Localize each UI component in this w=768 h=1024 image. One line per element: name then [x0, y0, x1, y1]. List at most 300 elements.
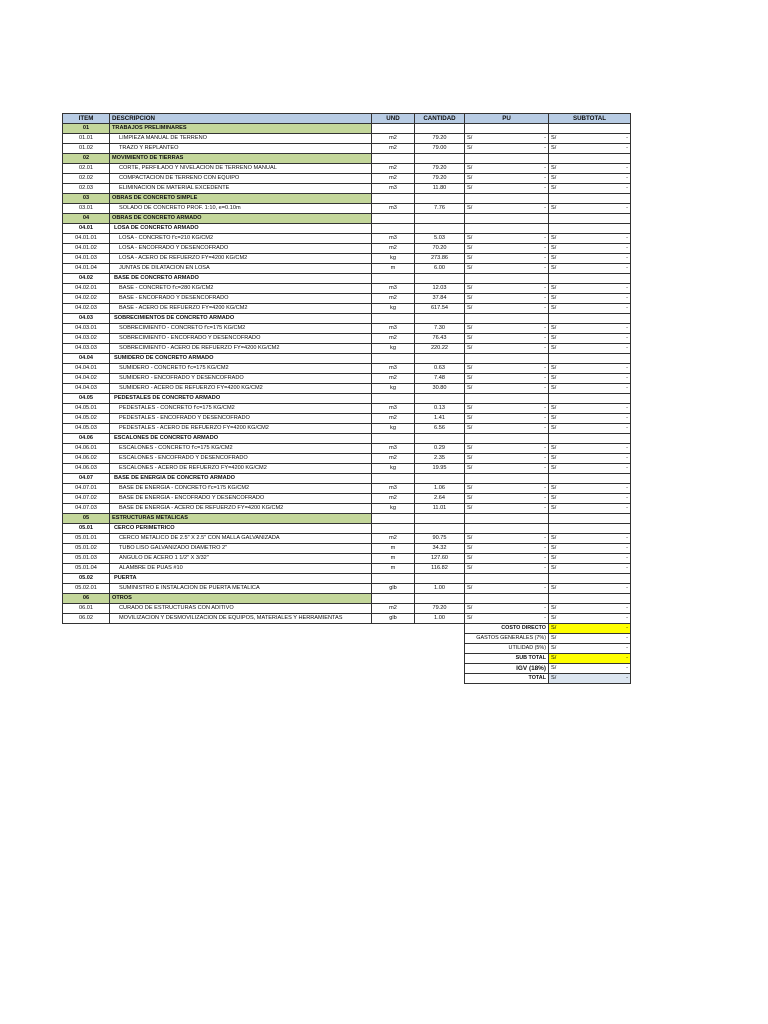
item-unit[interactable] [372, 214, 415, 224]
item-quantity[interactable]: 220.22 [415, 344, 465, 354]
item-quantity[interactable]: 1.06 [415, 484, 465, 494]
item-quantity[interactable]: 7.76 [415, 204, 465, 214]
subtotal-cell[interactable] [549, 514, 631, 524]
item-code[interactable]: 04.05.02 [63, 414, 110, 424]
item-code[interactable]: 04.05.01 [63, 404, 110, 414]
amount: - [626, 415, 628, 421]
unit-price-cell[interactable] [465, 514, 549, 524]
item-quantity[interactable] [415, 314, 465, 324]
item-code[interactable]: 04.06 [63, 434, 110, 444]
item-code[interactable]: 04.02.01 [63, 284, 110, 294]
subtotal-cell-value [549, 304, 630, 313]
item-code[interactable]: 04.06.03 [63, 464, 110, 474]
currency-symbol: S/ [551, 295, 557, 301]
item-code[interactable]: 02.03 [63, 184, 110, 194]
item-unit[interactable] [372, 154, 415, 164]
item-code[interactable]: 04.03.01 [63, 324, 110, 334]
item-description[interactable]: CERCO PERIMETRICO [110, 524, 372, 534]
item-description[interactable]: SOBRECIMIENTOS DE CONCRETO ARMADO [110, 314, 372, 324]
item-code[interactable]: 04.04.02 [63, 374, 110, 384]
item-quantity[interactable]: 617.54 [415, 304, 465, 314]
item-unit[interactable]: m2 [372, 494, 415, 504]
item-quantity[interactable] [415, 394, 465, 404]
item-quantity[interactable]: 79.20 [415, 174, 465, 184]
item-code[interactable]: 05.02.01 [63, 584, 110, 594]
budget-table [62, 113, 631, 684]
item-description[interactable]: PEDESTALES DE CONCRETO ARMADO [110, 394, 372, 404]
item-description[interactable]: BASE - ACERO DE REFUERZO FY=4200 KG/CM2 [110, 304, 372, 314]
item-unit[interactable]: m3 [372, 284, 415, 294]
item-unit[interactable]: kg [372, 424, 415, 434]
header-item: ITEM [63, 114, 110, 124]
item-description[interactable]: PEDESTALES - ACERO DE REFUERZO FY=4200 KG/CM2 [110, 424, 372, 434]
subtotal-cell-value [549, 494, 630, 503]
item-unit[interactable] [372, 574, 415, 584]
item-quantity[interactable]: 0.13 [415, 404, 465, 414]
unit-price-cell[interactable] [465, 594, 549, 604]
summary-label: TOTAL [465, 674, 549, 684]
subtotal-cell-value [549, 164, 630, 173]
item-unit[interactable]: glb [372, 614, 415, 624]
item-quantity[interactable]: 30.80 [415, 384, 465, 394]
item-description[interactable]: LOSA - CONCRETO f'c=210 KG/CM2 [110, 234, 372, 244]
item-quantity[interactable]: 12.03 [415, 284, 465, 294]
item-code[interactable]: 04.03.02 [63, 334, 110, 344]
subtotal-cell[interactable] [549, 394, 631, 404]
summary-row [63, 674, 631, 684]
item-unit[interactable]: m2 [372, 454, 415, 464]
summary-value[interactable] [549, 624, 631, 634]
item-quantity[interactable] [415, 434, 465, 444]
item-unit[interactable] [372, 474, 415, 484]
table-row [63, 304, 631, 314]
unit-price-cell-value [465, 404, 548, 413]
item-code[interactable]: 04.01.02 [63, 244, 110, 254]
item-description[interactable]: JUNTAS DE DILATACION EN LOSA [110, 264, 372, 274]
item-quantity[interactable] [415, 224, 465, 234]
unit-price-cell[interactable] [465, 354, 549, 364]
item-quantity[interactable] [415, 574, 465, 584]
item-quantity[interactable]: 1.41 [415, 414, 465, 424]
amount: - [626, 245, 628, 251]
item-unit[interactable]: m2 [372, 534, 415, 544]
item-quantity[interactable]: 1.00 [415, 614, 465, 624]
item-description[interactable]: COMPACTACION DE TERRENO CON EQUIPO [110, 174, 372, 184]
subtotal-cell [549, 254, 631, 264]
unit-price-cell [465, 184, 549, 194]
table-row [63, 484, 631, 494]
item-description[interactable]: LOSA - ACERO DE REFUERZO FY=4200 KG/CM2 [110, 254, 372, 264]
item-quantity[interactable]: 76.43 [415, 334, 465, 344]
subtotal-cell[interactable] [549, 574, 631, 584]
item-quantity[interactable]: 70.20 [415, 244, 465, 254]
item-description[interactable]: TUBO LISO GALVANIZADO DIAMETRO 2" [110, 544, 372, 554]
item-unit[interactable]: m3 [372, 484, 415, 494]
item-unit[interactable]: m3 [372, 324, 415, 334]
item-description[interactable]: BASE DE ENERGIA - ACERO DE REFUERZO FY=4200 KG/CM2 [110, 504, 372, 514]
unit-price-cell[interactable] [465, 274, 549, 284]
item-description[interactable]: LIMPIEZA MANUAL DE TERRENO [110, 134, 372, 144]
subtotal-cell[interactable] [549, 124, 631, 134]
item-code[interactable]: 04.02 [63, 274, 110, 284]
subtotal-cell-value [549, 134, 630, 143]
item-code[interactable]: 01.02 [63, 144, 110, 154]
item-code[interactable]: 06.01 [63, 604, 110, 614]
currency-symbol: S/ [551, 565, 557, 571]
item-unit[interactable] [372, 314, 415, 324]
item-description[interactable]: LOSA - ENCOFRADO Y DESENCOFRADO [110, 244, 372, 254]
item-unit[interactable]: kg [372, 504, 415, 514]
item-unit[interactable]: m2 [372, 174, 415, 184]
item-code[interactable]: 04.01 [63, 224, 110, 234]
item-description[interactable]: SUMINISTRO E INSTALACION DE PUERTA METALICA [110, 584, 372, 594]
table-row [63, 584, 631, 594]
item-unit[interactable] [372, 434, 415, 444]
item-quantity[interactable]: 6.56 [415, 424, 465, 434]
item-code[interactable]: 04.05 [63, 394, 110, 404]
item-description[interactable]: LOSA DE CONCRETO ARMADO [110, 224, 372, 234]
item-code[interactable]: 06 [63, 594, 110, 604]
currency-symbol: S/ [551, 145, 557, 151]
summary-value[interactable] [549, 644, 631, 654]
item-description[interactable]: ESCALONES DE CONCRETO ARMADO [110, 434, 372, 444]
item-code[interactable]: 04.01.01 [63, 234, 110, 244]
item-unit[interactable] [372, 224, 415, 234]
unit-price-cell-value [465, 134, 548, 143]
item-code[interactable]: 01.01 [63, 134, 110, 144]
item-code[interactable]: 04 [63, 214, 110, 224]
unit-price-cell[interactable] [465, 224, 549, 234]
summary-value-value [549, 664, 630, 673]
subtotal-cell[interactable] [549, 594, 631, 604]
item-quantity[interactable] [415, 154, 465, 164]
item-code[interactable]: 04.06.01 [63, 444, 110, 454]
unit-price-cell-value [465, 554, 548, 563]
unit-price-cell[interactable] [465, 124, 549, 134]
item-quantity[interactable]: 0.63 [415, 364, 465, 374]
item-unit[interactable]: m2 [372, 334, 415, 344]
item-description[interactable]: OBRAS DE CONCRETO SIMPLE [110, 194, 372, 204]
item-code[interactable]: 04.07.03 [63, 504, 110, 514]
item-description[interactable]: CORTE, PERFILADO Y NIVELACION DE TERRENO MANUAL [110, 164, 372, 174]
header-und: UND [372, 114, 415, 124]
item-quantity[interactable]: 11.01 [415, 504, 465, 514]
item-quantity[interactable] [415, 594, 465, 604]
item-quantity[interactable]: 127.60 [415, 554, 465, 564]
item-quantity[interactable] [415, 274, 465, 284]
item-code[interactable]: 05.01 [63, 524, 110, 534]
item-description[interactable]: SUMIDERO DE CONCRETO ARMADO [110, 354, 372, 364]
item-description[interactable]: TRAZO Y REPLANTEO [110, 144, 372, 154]
table-row [63, 344, 631, 354]
unit-price-cell[interactable] [465, 154, 549, 164]
blank-cell [63, 644, 110, 654]
item-code[interactable]: 04.02.03 [63, 304, 110, 314]
item-quantity[interactable]: 5.03 [415, 234, 465, 244]
item-quantity[interactable] [415, 194, 465, 204]
item-code[interactable]: 01 [63, 124, 110, 134]
item-unit[interactable]: m2 [372, 374, 415, 384]
amount: - [626, 455, 628, 461]
unit-price-cell [465, 414, 549, 424]
item-description[interactable]: BASE DE ENERGIA - CONCRETO f'c=175 KG/CM2 [110, 484, 372, 494]
item-code[interactable]: 02.02 [63, 174, 110, 184]
item-quantity[interactable] [415, 354, 465, 364]
table-row [63, 134, 631, 144]
currency-symbol: S/ [551, 335, 557, 341]
table-row [63, 444, 631, 454]
item-description[interactable]: MOVILIZACION Y DESMOVILIZACION DE EQUIPOS, MATERIALES Y HERRAMIENTAS [110, 614, 372, 624]
item-description[interactable]: SOLADO DE CONCRETO PROF. 1:10, e=0.10m [110, 204, 372, 214]
item-code[interactable]: 04.03 [63, 314, 110, 324]
item-code[interactable]: 03 [63, 194, 110, 204]
item-description[interactable]: PEDESTALES - ENCOFRADO Y DESENCOFRADO [110, 414, 372, 424]
item-description[interactable]: OBRAS DE CONCRETO ARMADO [110, 214, 372, 224]
item-description[interactable]: TRABAJOS PRELIMINARES [110, 124, 372, 134]
item-unit[interactable]: m2 [372, 414, 415, 424]
subtotal-cell[interactable] [549, 154, 631, 164]
section-row [63, 214, 631, 224]
subtotal-cell [549, 404, 631, 414]
item-quantity[interactable]: 79.00 [415, 144, 465, 154]
item-description[interactable]: SUMIDERO - ACERO DE REFUERZO FY=4200 KG/CM2 [110, 384, 372, 394]
item-code[interactable]: 04.02.02 [63, 294, 110, 304]
summary-value[interactable] [549, 664, 631, 674]
item-quantity[interactable]: 37.84 [415, 294, 465, 304]
item-code[interactable]: 02.01 [63, 164, 110, 174]
item-quantity[interactable]: 273.86 [415, 254, 465, 264]
currency-symbol: S/ [551, 425, 557, 431]
currency-symbol: S/ [551, 415, 557, 421]
item-quantity[interactable]: 19.95 [415, 464, 465, 474]
item-unit[interactable]: m2 [372, 144, 415, 154]
item-quantity[interactable] [415, 474, 465, 484]
item-quantity[interactable]: 7.30 [415, 324, 465, 334]
item-description[interactable]: PUERTA [110, 574, 372, 584]
subtotal-cell [549, 504, 631, 514]
subtotal-cell[interactable] [549, 434, 631, 444]
amount: - [544, 365, 546, 371]
item-code[interactable]: 06.02 [63, 614, 110, 624]
item-description[interactable]: CERCO METALICO DE 2.5" X 2.5" CON MALLA GALVANIZADA [110, 534, 372, 544]
item-description[interactable]: ESCALONES - CONCRETO f'c=175 KG/CM2 [110, 444, 372, 454]
item-unit[interactable]: m3 [372, 234, 415, 244]
item-unit[interactable]: kg [372, 304, 415, 314]
item-unit[interactable]: m [372, 264, 415, 274]
item-unit[interactable] [372, 354, 415, 364]
item-description[interactable]: ESTRUCTURAS METALICAS [110, 514, 372, 524]
amount: - [544, 145, 546, 151]
subtotal-cell[interactable] [549, 474, 631, 484]
subtotal-cell[interactable] [549, 524, 631, 534]
item-code[interactable]: 04.01.03 [63, 254, 110, 264]
unit-price-cell [465, 534, 549, 544]
unit-price-cell[interactable] [465, 574, 549, 584]
item-quantity[interactable]: 2.64 [415, 494, 465, 504]
item-unit[interactable]: kg [372, 254, 415, 264]
amount: - [544, 385, 546, 391]
unit-price-cell [465, 604, 549, 614]
summary-value[interactable] [549, 674, 631, 684]
item-unit[interactable]: m2 [372, 294, 415, 304]
item-description[interactable]: ANGULO DE ACERO 1 1/2" X 3/32" [110, 554, 372, 564]
item-description[interactable]: ALAMBRE DE PUAS #10 [110, 564, 372, 574]
item-description[interactable]: SOBRECIMIENTO - CONCRETO f'c=175 KG/CM2 [110, 324, 372, 334]
item-quantity[interactable]: 11.80 [415, 184, 465, 194]
item-quantity[interactable]: 0.29 [415, 444, 465, 454]
item-unit[interactable]: glb [372, 584, 415, 594]
subtotal-cell[interactable] [549, 274, 631, 284]
summary-label: SUB TOTAL [465, 654, 549, 664]
item-unit[interactable]: kg [372, 464, 415, 474]
item-description[interactable]: PEDESTALES - CONCRETO f'c=175 KG/CM2 [110, 404, 372, 414]
item-code[interactable]: 04.06.02 [63, 454, 110, 464]
item-unit[interactable] [372, 274, 415, 284]
item-unit[interactable] [372, 514, 415, 524]
unit-price-cell[interactable] [465, 434, 549, 444]
subtotal-cell[interactable] [549, 224, 631, 234]
summary-value[interactable] [549, 654, 631, 664]
currency-symbol: S/ [551, 175, 557, 181]
item-code[interactable]: 04.04.01 [63, 364, 110, 374]
item-code[interactable]: 04.07.01 [63, 484, 110, 494]
amount: - [544, 175, 546, 181]
item-quantity[interactable] [415, 524, 465, 534]
item-quantity[interactable] [415, 514, 465, 524]
blank-cell [110, 624, 372, 634]
item-unit[interactable]: m2 [372, 244, 415, 254]
item-unit[interactable] [372, 124, 415, 134]
item-quantity[interactable]: 79.20 [415, 164, 465, 174]
item-unit[interactable] [372, 524, 415, 534]
item-description[interactable]: OTROS [110, 594, 372, 604]
item-unit[interactable]: m [372, 544, 415, 554]
item-code[interactable]: 05 [63, 514, 110, 524]
item-description[interactable]: BASE - ENCOFRADO Y DESENCOFRADO [110, 294, 372, 304]
item-unit[interactable]: m3 [372, 404, 415, 414]
item-quantity[interactable]: 1.00 [415, 584, 465, 594]
item-code[interactable]: 04.07.02 [63, 494, 110, 504]
summary-row [63, 624, 631, 634]
currency-symbol: S/ [551, 545, 557, 551]
item-description[interactable]: SUMIDERO - CONCRETO f'c=175 KG/CM2 [110, 364, 372, 374]
item-code[interactable]: 04.04.03 [63, 384, 110, 394]
currency-symbol: S/ [467, 145, 473, 151]
item-unit[interactable]: kg [372, 344, 415, 354]
item-unit[interactable]: m3 [372, 184, 415, 194]
item-quantity[interactable]: 116.82 [415, 564, 465, 574]
currency-symbol: S/ [467, 615, 473, 621]
item-quantity[interactable] [415, 124, 465, 134]
item-quantity[interactable]: 7.48 [415, 374, 465, 384]
currency-symbol: S/ [467, 185, 473, 191]
subtotal-cell[interactable] [549, 194, 631, 204]
item-description[interactable]: ESCALONES - ACERO DE REFUERZO FY=4200 KG/CM2 [110, 464, 372, 474]
unit-price-cell-value [465, 364, 548, 373]
unit-price-cell[interactable] [465, 524, 549, 534]
subtotal-cell[interactable] [549, 214, 631, 224]
item-description[interactable]: BASE DE CONCRETO ARMADO [110, 274, 372, 284]
subtotal-cell[interactable] [549, 314, 631, 324]
subtotal-cell [549, 204, 631, 214]
item-quantity[interactable]: 34.32 [415, 544, 465, 554]
item-unit[interactable]: m2 [372, 164, 415, 174]
item-description[interactable]: SUMIDERO - ENCOFRADO Y DESENCOFRADO [110, 374, 372, 384]
item-description[interactable]: ESCALONES - ENCOFRADO Y DESENCOFRADO [110, 454, 372, 464]
item-code[interactable]: 03.01 [63, 204, 110, 214]
item-description[interactable]: SOBRECIMIENTO - ACERO DE REFUERZO FY=4200 KG/CM2 [110, 344, 372, 354]
item-quantity[interactable]: 90.75 [415, 534, 465, 544]
item-unit[interactable]: m [372, 564, 415, 574]
unit-price-cell[interactable] [465, 214, 549, 224]
item-code[interactable]: 05.01.04 [63, 564, 110, 574]
item-code[interactable]: 04.03.03 [63, 344, 110, 354]
item-unit[interactable]: m2 [372, 604, 415, 614]
item-unit[interactable]: m3 [372, 204, 415, 214]
unit-price-cell[interactable] [465, 314, 549, 324]
item-description[interactable]: MOVIMIENTO DE TIERRAS [110, 154, 372, 164]
table-row [63, 564, 631, 574]
amount: - [544, 485, 546, 491]
unit-price-cell [465, 404, 549, 414]
item-code[interactable]: 04.07 [63, 474, 110, 484]
item-quantity[interactable]: 79.20 [415, 604, 465, 614]
item-description[interactable]: BASE DE ENERGIA - ENCOFRADO Y DESENCOFRADO [110, 494, 372, 504]
unit-price-cell[interactable] [465, 474, 549, 484]
item-quantity[interactable]: 79.20 [415, 134, 465, 144]
currency-symbol: S/ [467, 385, 473, 391]
item-code[interactable]: 05.02 [63, 574, 110, 584]
amount: - [544, 535, 546, 541]
item-unit[interactable]: m [372, 554, 415, 564]
item-code[interactable]: 05.01.03 [63, 554, 110, 564]
item-description[interactable]: BASE - CONCRETO f'c=280 KG/CM2 [110, 284, 372, 294]
subtotal-cell-value [549, 204, 630, 213]
item-unit[interactable] [372, 194, 415, 204]
item-unit[interactable]: kg [372, 384, 415, 394]
item-code[interactable]: 04.05.03 [63, 424, 110, 434]
item-quantity[interactable]: 2.35 [415, 454, 465, 464]
unit-price-cell-value [465, 324, 548, 333]
item-description[interactable]: ELIMINACION DE MATERIAL EXCEDENTE [110, 184, 372, 194]
unit-price-cell[interactable] [465, 194, 549, 204]
item-code[interactable]: 02 [63, 154, 110, 164]
item-code[interactable]: 04.01.04 [63, 264, 110, 274]
item-unit[interactable]: m2 [372, 134, 415, 144]
summary-value[interactable] [549, 634, 631, 644]
item-quantity[interactable]: 6.00 [415, 264, 465, 274]
item-unit[interactable]: m3 [372, 364, 415, 374]
item-unit[interactable] [372, 394, 415, 404]
subtotal-cell [549, 334, 631, 344]
subtotal-cell[interactable] [549, 354, 631, 364]
item-description[interactable]: BASE DE ENERGIA DE CONCRETO ARMADO [110, 474, 372, 484]
item-code[interactable]: 04.04 [63, 354, 110, 364]
item-quantity[interactable] [415, 214, 465, 224]
item-unit[interactable]: m3 [372, 444, 415, 454]
unit-price-cell[interactable] [465, 394, 549, 404]
subtotal-cell [549, 604, 631, 614]
table-row [63, 364, 631, 374]
subsection-row [63, 574, 631, 584]
item-description[interactable]: CURADO DE ESTRUCTURAS CON ADITIVO [110, 604, 372, 614]
item-description[interactable]: SOBRECIMIENTO - ENCOFRADO Y DESENCOFRADO [110, 334, 372, 344]
unit-price-cell-value [465, 494, 548, 503]
unit-price-cell-value [465, 294, 548, 303]
item-code[interactable]: 05.01.01 [63, 534, 110, 544]
item-unit[interactable] [372, 594, 415, 604]
item-code[interactable]: 05.01.02 [63, 544, 110, 554]
